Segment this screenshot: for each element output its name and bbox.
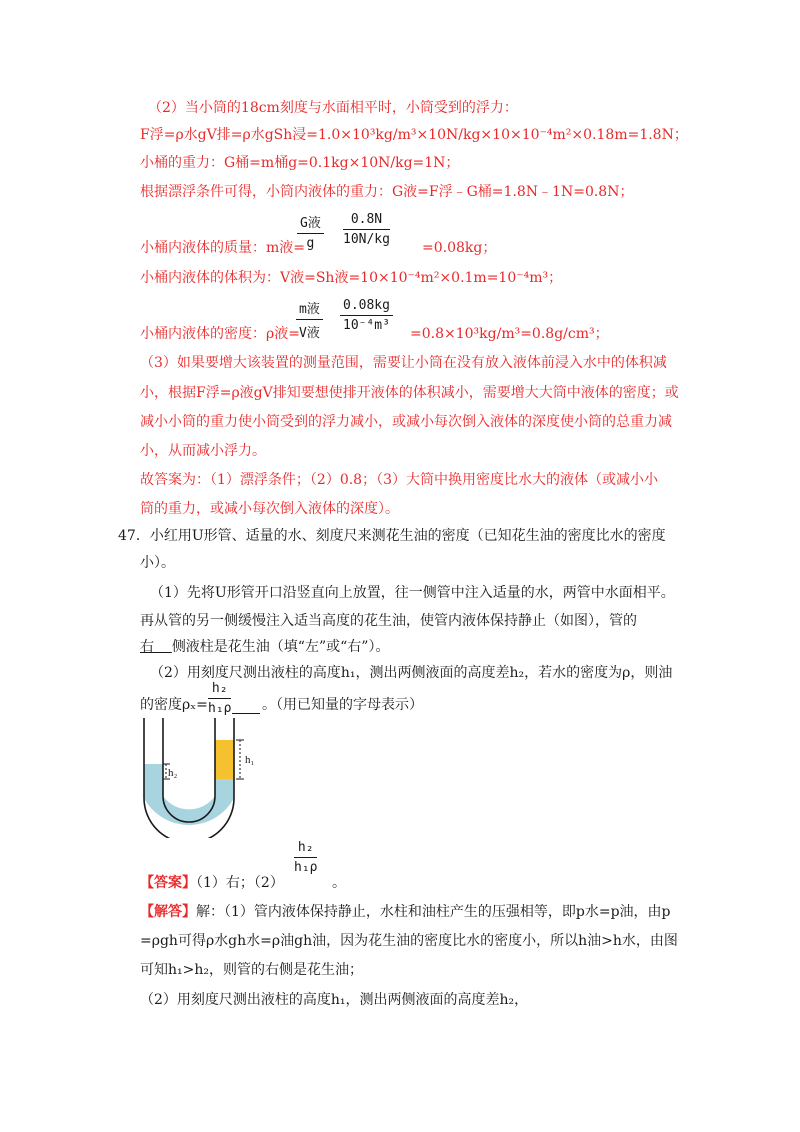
text-line [140,637,389,657]
solution-text: 解：（1）管内液体保持静止，水柱和油柱产生的压强相等，即p水=p油，由p [196,904,671,920]
solution-line [140,902,671,922]
text-line: =ρgh可得ρ水gh水=ρ油gh油，因为花生油的密度比水的密度小，所以h油>h水，由图 [140,933,678,949]
text-line: 小桶内液体的体积为：V液=Sh液=10×10⁻⁴m²×0.1m=10⁻⁴m³； [140,270,563,286]
text-line: 的密度ρₓ= [140,697,208,713]
fraction-numerator: h₂ [297,840,314,855]
question-title: 47．小红用U形管、适量的水、刻度尺来测花生油的密度（已知花生油的密度比水的密度 [118,528,666,544]
fraction-numerator: G液 [300,216,321,231]
answer-period: 。 [332,875,346,891]
text-line-rest: 侧液柱是花生油（填“左”或“右”）。 [171,639,390,655]
solution-tag: 【解答】 [140,904,196,920]
answer-tag: 【答案】 [140,875,196,891]
answer-blank-text: 右 [140,639,154,655]
text-line: 小）。 [140,555,175,571]
fraction [208,681,231,716]
u-tube-figure [120,718,270,838]
text-line: 筒的重力，或减小每次倒入液体的深度）。 [140,501,399,517]
text-line: 减小小筒的重力使小筒受到的浮力减小，或减小每次倒入液体的深度使小筒的总重力减 [140,414,672,430]
text-line: F浮=ρ水gV排=ρ水gSh浸=1.0×10³kg/m³×10N/kg×10×10⁻⁴m²×0.18m=1.8N； [140,127,688,143]
fraction-numerator: m液 [299,302,320,317]
text-line: 小，从而减小浮力。 [140,443,266,459]
fraction-denominator: h₁ρ [208,701,232,716]
fraction [343,212,390,247]
fraction-numerator: 0.8N [350,212,383,227]
text-line: 。（用已知量的字母表示） [262,697,423,713]
fraction-denominator: V液 [299,326,320,341]
fraction [296,298,323,341]
text-line: （3）如果要增大该装置的测量范围，需要让小筒在没有放入液体前浸入水中的体积减 [140,355,667,371]
fraction [294,840,317,875]
oil-column [215,740,234,779]
text-line: =0.8×10³kg/m³=0.8g/cm³； [410,326,609,342]
fraction-denominator: 10N/kg [343,232,390,247]
fraction-denominator: g [306,236,315,251]
text-line: （2）用刻度尺测出液柱的高度h₁，测出两侧液面的高度差h₂， [140,992,529,1008]
text-line: 故答案为：（1）漂浮条件；（2）0.8；（3）大筒中换用密度比水大的液体（或减小小 [140,472,658,488]
fraction-denominator: h₁ρ [294,860,318,875]
text-line: 根据漂浮条件可得，小筒内液体的重力：G液=F浮﹣G桶=1.8N﹣1N=0.8N； [140,184,634,200]
text-line: =0.08kg； [422,240,497,256]
answer-line [140,873,284,893]
h2-label: h₂ [168,767,178,779]
answer-text: （1）右；（2） [196,875,284,891]
text-line: （2）当小筒的18cm刻度与水面相平时，小筒受到的浮力： [148,100,518,116]
text-line: 再从管的另一侧缓慢注入适当高度的花生油，使管内液体保持静止（如图），管的 [140,613,637,629]
fraction [340,298,393,333]
text-line: 小，根据F浮=ρ液gV排知要想使排开液体的体积减小，需要增大大筒中液体的密度；或 [140,385,679,401]
text-line: 小桶的重力：G桶=m桶g=0.1kg×10N/kg=1N； [140,155,460,171]
h1-label: h₁ [245,754,255,766]
text-line: 小桶内液体的密度：ρ液= [140,326,300,342]
fraction-numerator: 0.08kg [343,298,390,313]
text-line: 小桶内液体的质量：m液= [140,240,306,256]
text-line: （1）先将U形管开口沿竖直向上放置，往一侧管中注入适量的水，两管中水面相平。 [150,585,675,601]
answer-blank [140,639,172,655]
text-line: 可知h₁>h₂，则管的右侧是花生油； [140,962,363,978]
answer-underline [232,713,260,714]
fraction-numerator: h₂ [211,681,228,696]
fraction-denominator: 10⁻⁴m³ [343,318,390,333]
text-line: （2）用刻度尺测出液柱的高度h₁，测出两侧液面的高度差h₂，若水的密度为ρ，则油 [150,665,673,681]
